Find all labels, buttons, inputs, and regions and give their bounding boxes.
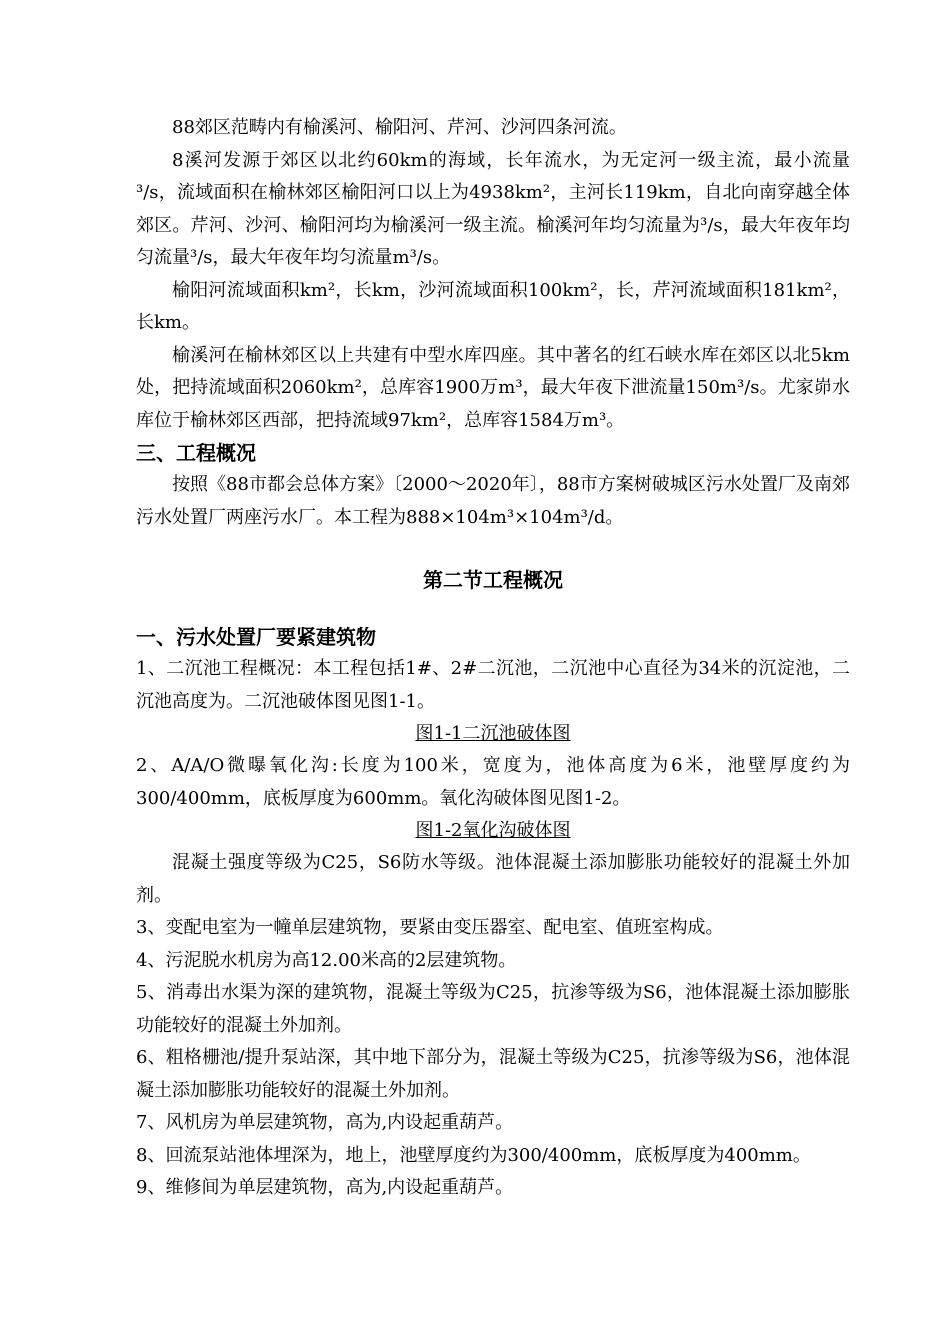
figure-caption-1-1: 图1-1二沉池破体图 [415, 723, 571, 744]
rivers-paragraph-2: 8溪河发源于郊区以北约60km的海域，长年流水，为无定河一级主流，最小流量³/s，流域面积在榆林郊区榆阳河口以上为4938km²，主河长119km，自北向南穿越全体郊区。芹河、沙河、榆阳河均为榆溪河一级主流。榆溪河年均匀流量为³/s，最大年夜年均匀流量³/s，最大年夜年均匀流量m³/s。 [136, 149, 850, 268]
rivers-paragraph-4: 榆溪河在榆林郊区以上共建有中型水库四座。其中著名的红石峡水库在郊区以北5km处，把持流域面积2060km²，总库容1900万m³，最大年夜下泄流量150m³/s。尤家峁水库位于榆林郊区西部，把持流域97km²，总库容1584万m³。 [136, 344, 850, 431]
section-title: 第二节工程概况 [423, 568, 563, 592]
item-8: 8、回流泵站池体埋深为，地上，池壁厚度约为300/400mm，底板厚度为400mm。 [136, 1144, 811, 1166]
item-1: 1、二沉池工程概况：本工程包括1#、2#二沉池，二沉池中心直径为34米的沉淀池，二沉池高度为。二沉池破体图见图1-1。 [136, 658, 850, 712]
item-3: 3、变配电室为一幢单层建筑物，要紧由变压器室、配电室、值班室构成。 [136, 917, 724, 938]
item-7: 7、风机房为单层建筑物，高为,内设起重葫芦。 [136, 1112, 514, 1133]
buildings-heading: 一、污水处置厂要紧建筑物 [136, 625, 376, 649]
item-6: 6、粗格栅池/提升泵站深，其中地下部分为，混凝土等级为C25，抗渗等级为S6，池体混凝土添加膨胀功能较好的混凝土外加剂。 [136, 1047, 850, 1101]
document-page [136, 112, 850, 1205]
rivers-paragraph-1: 88郊区范畴内有榆溪河、榆阳河、芹河、沙河四条河流。 [172, 117, 627, 138]
rivers-paragraph-3: 榆阳河流域面积km²，长km，沙河流域面积100km²，长，芹河流域面积181km²，长km。 [136, 279, 850, 333]
project-paragraph: 按照《88市都会总体方案》〔2000～2020年〕，88市方案树破城区污水处置厂及南郊污水处置厂两座污水厂。本工程为888×104m³×104m³/d。 [136, 474, 850, 528]
item-9: 9、维修间为单层建筑物，高为,内设起重葫芦。 [136, 1177, 514, 1198]
concrete-paragraph: 混凝土强度等级为C25，S6防水等级。池体混凝土添加膨胀功能较好的混凝土外加剂。 [136, 852, 850, 906]
figure-caption-1-2: 图1-2氧化沟破体图 [415, 820, 571, 841]
item-4: 4、污泥脱水机房为高12.00米高的2层建筑物。 [136, 949, 517, 971]
item-5: 5、消毒出水渠为深的建筑物，混凝土等级为C25，抗渗等级为S6，池体混凝土添加膨胀功能较好的混凝土外加剂。 [136, 982, 850, 1036]
project-heading: 三、工程概况 [136, 441, 256, 465]
item-2: 2、A/A/O微曝氧化沟:长度为100米，宽度为，池体高度为6米，池壁厚度约为300/400mm，底板厚度为600mm。氧化沟破体图见图1-2。 [136, 755, 850, 809]
